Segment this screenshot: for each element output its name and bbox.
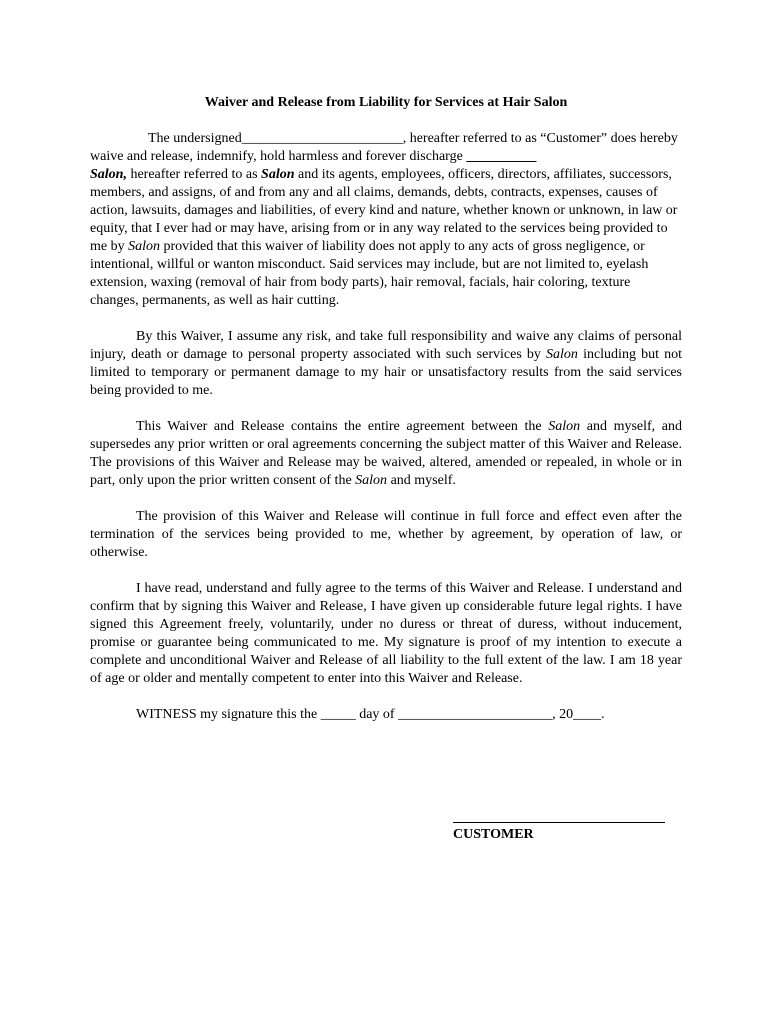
agreement-text-2: and myself, and supersedes any prior written or oral agreements concerning the subject matter of this Waiver and Release. The provisions of this Waiver and Release may be waived, altered, amended or repealed, in whole or in part, only upon the prior written consent of the: [90, 419, 683, 488]
customer-name-blank: _______________________: [241, 131, 403, 146]
release-text-3: and its agents, employees, officers, directors, affiliates, successors, members, and assigns, of and from any and all claims, demands, debts, contracts, expenses, causes of action, lawsuits, damages and liabilities, of every kind and nature, whether known or unknown, in law or equity, that I ever had or may have, arising from or in any way related to the services being provided to me by: [90, 167, 678, 254]
salon-ref: Salon: [546, 347, 578, 362]
paragraph-release: [90, 130, 682, 310]
intro-text: The undersigned: [148, 131, 242, 146]
paragraph-continuation: The provision of this Waiver and Release will continue in full force and effect even after the termination of the services being provided to me, whether by agreement, by operation of law, or otherwise.: [90, 509, 682, 560]
agreement-text-1: This Waiver and Release contains the entire agreement between the: [136, 419, 549, 434]
paragraph-agreement: [90, 418, 682, 490]
salon-ref: Salon: [548, 419, 581, 434]
salon-name-blank: __________: [466, 149, 537, 164]
paragraph-acknowledgement: I have read, understand and fully agree to the terms of this Waiver and Release. I understand and confirm that by signing this Waiver and Release, I have given up considerable future legal rights. I have signed this Agreement freely, voluntarily, under no duress or threat of duress, without inducement, promise or guarantee being communicated to me. My signature is proof of my intention to execute a complete and unconditional Waiver and Release of all liability to the full extent of the law. I am 18 year of age or older and mentally competent to enter into this Waiver and Release.: [90, 581, 682, 686]
salon-ref: Salon: [128, 239, 160, 254]
witness-line: WITNESS my signature this the _____ day of ______________________, 20____.: [136, 707, 605, 722]
salon-ref: Salon: [355, 473, 388, 488]
release-text-1: , hereafter referred to as “Customer” does hereby waive and release, indemnify, hold harmless and forever discharge: [90, 131, 678, 164]
salon-ref: Salon: [261, 167, 295, 182]
risk-text-1: By this Waiver, I assume any risk, and take full responsibility and waive any claims of personal injury, death or damage to personal property associated with such services by: [90, 329, 682, 362]
signature-line[interactable]: [453, 822, 665, 823]
signature-label: CUSTOMER: [453, 827, 534, 842]
risk-text-2: including but not limited to temporary or permanent damage to my hair or unsatisfactory results from the said services being provided to me.: [90, 347, 682, 398]
document-title: Waiver and Release from Liability for Services at Hair Salon: [204, 95, 568, 110]
signature-block: [453, 822, 665, 844]
release-text-4: provided that this waiver of liability does not apply to any acts of gross negligence, or intentional, willful or wanton misconduct. Said services may include, but are not limited to, eyelash extension, waxing (removal of hair from body parts), hair removal, facials, hair coloring, texture changes, permanents, as well as hair cutting.: [90, 239, 649, 308]
salon-name: Salon,: [90, 167, 127, 182]
release-text-2: hereafter referred to as: [126, 167, 262, 182]
agreement-text-3: and myself.: [387, 473, 456, 488]
paragraph-risk: [90, 328, 682, 400]
